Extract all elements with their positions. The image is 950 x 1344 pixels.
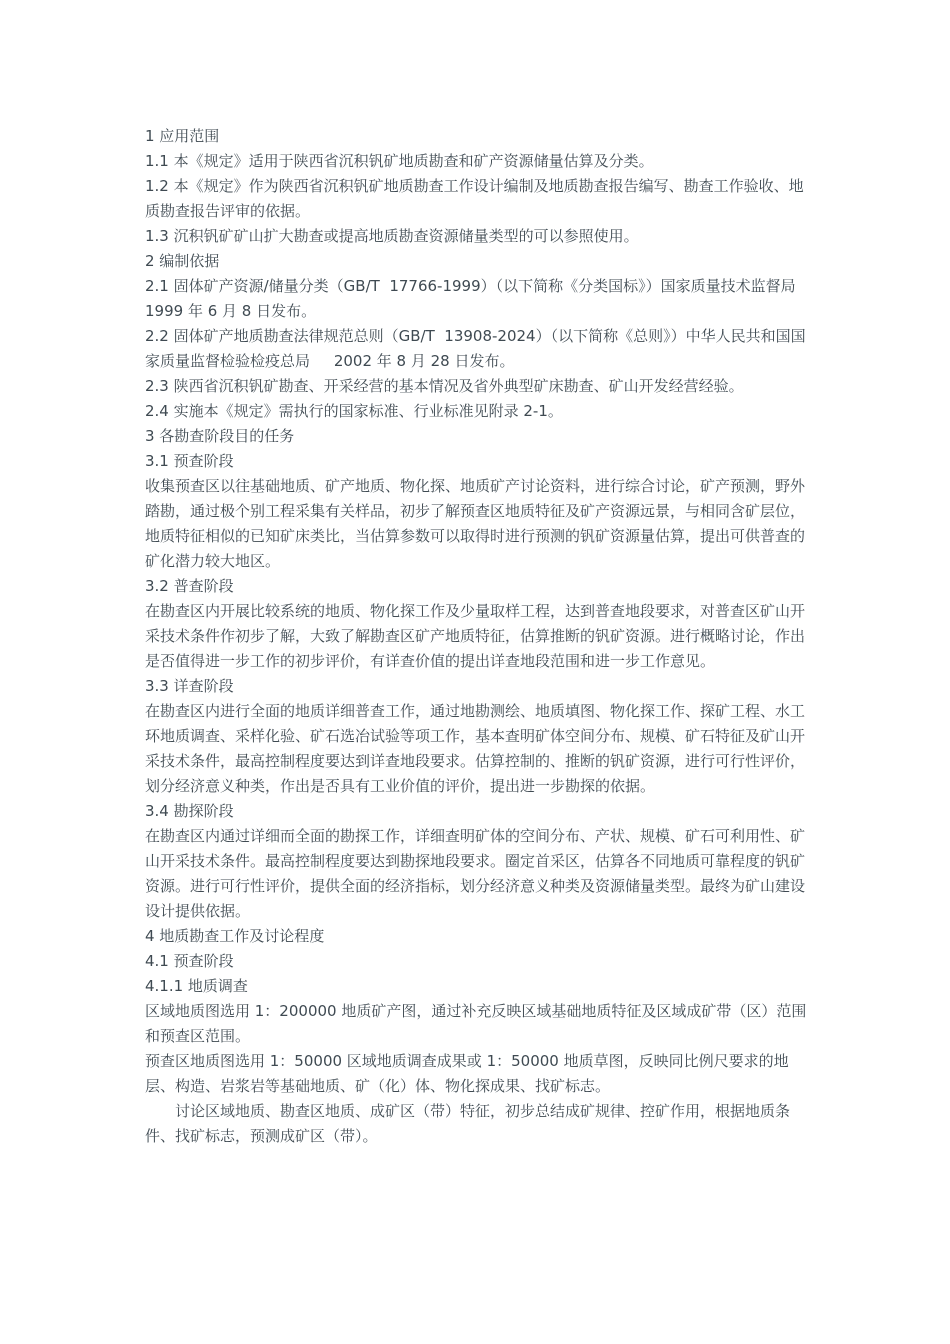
heading-3: 3 各勘查阶段目的任务 xyxy=(145,427,295,445)
clause-2-3: 2.3 陕西省沉积钒矿勘查、开采经营的基本情况及省外典型矿床勘查、矿山开发经营经验。 xyxy=(145,377,744,395)
body-4-1-1-regional: 区域地质图选用 1：200000 地质矿产图，通过补充反映区域基础地质特征及区域成矿带（区）范围和预查区范围。 xyxy=(145,1002,807,1045)
clause-2-2: 2.2 固体矿产地质勘查法律规范总则（GB/T 13908-2024）（以下简称《总则》）中华人民共和国国家质量监督检验检疫总局 2002 年 8 月 28 日发布。 xyxy=(145,327,806,370)
body-3-4: 在勘查区内通过详细而全面的勘探工作，详细查明矿体的空间分布、产状、规模、矿石可利用性、矿山开采技术条件。最高控制程度要达到勘探地段要求。圈定首采区，估算各不同地质可靠程度的钒矿资源。进行可行性评价，提供全面的经济指标，划分经济意义种类及资源储量类型。最终为矿山建设设计提供依据。 xyxy=(145,827,806,920)
heading-2: 2 编制依据 xyxy=(145,252,220,270)
clause-1-2: 1.2 本《规定》作为陕西省沉积钒矿地质勘查工作设计编制及地质勘查报告编写、勘查工作验收、地质勘查报告评审的依据。 xyxy=(145,177,804,220)
heading-3-4: 3.4 勘探阶段 xyxy=(145,802,234,820)
body-3-1: 收集预查区以往基础地质、矿产地质、物化探、地质矿产讨论资料，进行综合讨论，矿产预测，野外踏勘，通过极个别工程采集有关样品，初步了解预查区地质特征及矿产资源远景，与相同含矿层位，地质特征相似的已知矿床类比，当估算参数可以取得时进行预测的钒矿资源量估算，提出可供普查的矿化潜力较大地区。 xyxy=(145,477,806,570)
heading-1: 1 应用范围 xyxy=(145,127,220,145)
document-body xyxy=(145,124,820,1149)
clause-2-4: 2.4 实施本《规定》需执行的国家标准、行业标准见附录 2-1。 xyxy=(145,402,563,420)
heading-4-1: 4.1 预查阶段 xyxy=(145,952,234,970)
heading-3-1: 3.1 预查阶段 xyxy=(145,452,234,470)
heading-3-2: 3.2 普查阶段 xyxy=(145,577,234,595)
clause-1-3: 1.3 沉积钒矿矿山扩大勘查或提高地质勘查资源储量类型的可以参照使用。 xyxy=(145,227,639,245)
body-4-1-1-discussion: 讨论区域地质、勘查区地质、成矿区（带）特征，初步总结成矿规律、控矿作用，根据地质条件、找矿标志，预测成矿区（带）。 xyxy=(145,1102,791,1145)
body-3-2: 在勘查区内开展比较系统的地质、物化探工作及少量取样工程，达到普查地段要求，对普查区矿山开采技术条件作初步了解，大致了解勘查区矿产地质特征，估算推断的钒矿资源。进行概略讨论，作出是否值得进一步工作的初步评价，有详查价值的提出详查地段范围和进一步工作意见。 xyxy=(145,602,806,670)
clause-2-1: 2.1 固体矿产资源/储量分类（GB/T 17766-1999）（以下简称《分类国标》）国家质量技术监督局 1999 年 6 月 8 日发布。 xyxy=(145,277,820,320)
body-3-3: 在勘查区内进行全面的地质详细普查工作，通过地勘测绘、地质填图、物化探工作、探矿工程、水工环地质调查、采样化验、矿石选冶试验等项工作，基本查明矿体空间分布、规模、矿石特征及矿山开采技术条件，最高控制程度要达到详查地段要求。估算控制的、推断的钒矿资源，进行可行性评价，划分经济意义种类，作出是否具有工业价值的评价，提出进一步勘探的依据。 xyxy=(145,702,806,795)
heading-4: 4 地质勘查工作及讨论程度 xyxy=(145,927,325,945)
heading-3-3: 3.3 详查阶段 xyxy=(145,677,234,695)
heading-4-1-1: 4.1.1 地质调查 xyxy=(145,977,248,995)
clause-1-1: 1.1 本《规定》适用于陕西省沉积钒矿地质勘查和矿产资源储量估算及分类。 xyxy=(145,152,654,170)
body-4-1-1-prospect: 预查区地质图选用 1：50000 区域地质调查成果或 1：50000 地质草图，反映同比例尺要求的地层、构造、岩浆岩等基础地质、矿（化）体、物化探成果、找矿标志。 xyxy=(145,1052,789,1095)
